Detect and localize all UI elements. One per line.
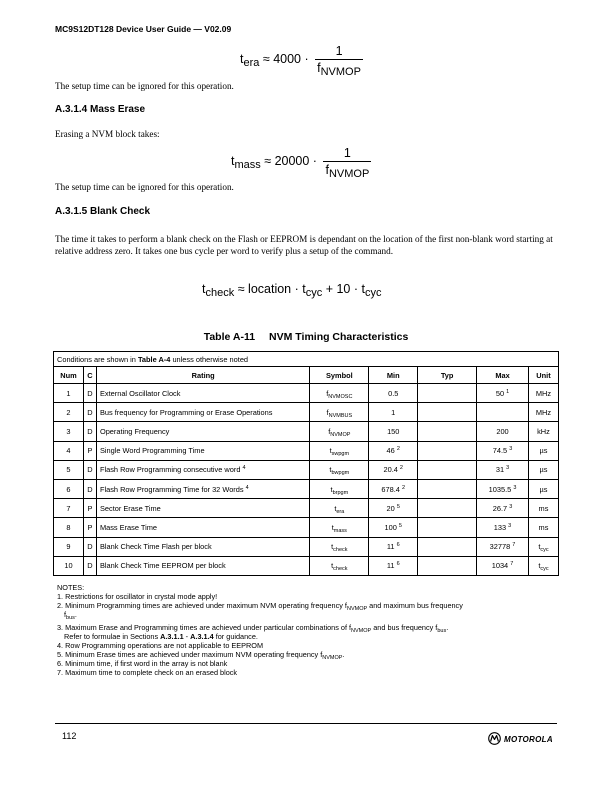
blank-check-body: The time it takes to perform a blank check on the Flash or EEPROM is dependant on the location of the first non-blank word starting at relative address zero. It takes one bus cycle per word to verify plus a setup of the command. — [55, 234, 553, 256]
cell-symbol: $t_{check}$ — [310, 537, 369, 556]
cell-symbol: $t_{swpgm}$ — [310, 441, 369, 460]
cell-rating: External Oscillator Clock — [96, 384, 309, 403]
cell-typ — [418, 384, 477, 403]
section-heading-blank-check: A.3.1.5 Blank Check — [55, 206, 151, 217]
table-conditions: Conditions are shown in Table A-4 unless otherwise noted — [54, 352, 559, 367]
cell-num: 7 — [54, 499, 84, 518]
table-row — [54, 460, 559, 479]
cell-rating: Mass Erase Time — [96, 518, 309, 537]
cell-min: 678.4 $^2$ — [369, 479, 418, 498]
cell-min: 11 $^6$ — [369, 537, 418, 556]
cell-rating: Flash Row Programming consecutive word $^4$ — [96, 460, 309, 479]
brand-logo: MOTOROLA — [488, 732, 553, 745]
col-header-num: Num — [54, 367, 84, 384]
cell-symbol: $t_{brpgm}$ — [310, 479, 369, 498]
cell-unit: $t_{cyc}$ — [528, 556, 558, 575]
table-row — [54, 499, 559, 518]
cell-unit: ms — [528, 499, 558, 518]
notes-title: NOTES: — [57, 583, 85, 592]
cell-max: 1034 $^7$ — [477, 556, 529, 575]
cell-max: 32778 $^7$ — [477, 537, 529, 556]
col-header-max: Max — [477, 367, 529, 384]
cell-max: 74.5 $^3$ — [477, 441, 529, 460]
cell-symbol: $t_{check}$ — [310, 556, 369, 575]
cell-max: 26.7 $^3$ — [477, 499, 529, 518]
cell-num: 6 — [54, 479, 84, 498]
cell-min: 20 $^5$ — [369, 499, 418, 518]
table-row — [54, 441, 559, 460]
cell-class: D — [83, 460, 96, 479]
cell-rating: Blank Check Time EEPROM per block — [96, 556, 309, 575]
cell-max: 1035.5 $^3$ — [477, 479, 529, 498]
cell-class: D — [83, 384, 96, 403]
cell-unit: kHz — [528, 422, 558, 441]
cell-class: P — [83, 499, 96, 518]
table-title: Table A-11 NVM Timing Characteristics — [203, 331, 409, 343]
cell-unit: µs — [528, 460, 558, 479]
cell-typ — [418, 499, 477, 518]
cell-symbol: $t_{mass}$ — [310, 518, 369, 537]
cell-min: 100 $^5$ — [369, 518, 418, 537]
cell-num: 5 — [54, 460, 84, 479]
cell-unit: ms — [528, 518, 558, 537]
footer-rule — [55, 723, 557, 724]
cell-rating: Operating Frequency — [96, 422, 309, 441]
table-row — [54, 422, 559, 441]
cell-max: 200 — [477, 422, 529, 441]
cell-typ — [418, 422, 477, 441]
cell-num: 1 — [54, 384, 84, 403]
cell-min: 46 $^2$ — [369, 441, 418, 460]
cell-symbol: $f_{NVMBUS}$ — [310, 403, 369, 422]
section-heading-mass-erase: A.3.1.4 Mass Erase — [55, 104, 146, 115]
mass-erase-intro: Erasing a NVM block takes: — [55, 129, 160, 139]
col-header-rating: Rating — [96, 367, 309, 384]
cell-min: 11 $^6$ — [369, 556, 418, 575]
cell-class: D — [83, 537, 96, 556]
note-7: 7. Maximum time to complete check on an erased block — [57, 668, 238, 677]
cell-num: 4 — [54, 441, 84, 460]
cell-num: 10 — [54, 556, 84, 575]
table-conditions-row — [54, 352, 559, 367]
table-row — [54, 537, 559, 556]
nvm-timing-table — [53, 351, 559, 576]
note-2: 2. Minimum Programming times are achieved under maximum NVM operating frequency $f_{NVMOP}$ and maximum bus frequency — [57, 601, 463, 612]
col-header-min: Min — [369, 367, 418, 384]
cell-symbol: $f_{NVMOP}$ — [310, 422, 369, 441]
table-row — [54, 403, 559, 422]
cell-typ — [418, 460, 477, 479]
erase-setup-note: The setup time can be ignored for this operation. — [55, 81, 234, 91]
cell-typ — [418, 556, 477, 575]
equation-erase-time: $t_{era} \approx 4000$ · $\frac{1}{f_{NVMOP}}$ — [240, 44, 361, 78]
running-header: MC9S12DT128 Device User Guide — V02.09 — [55, 24, 232, 34]
equation-blank-check-time: $t_{check}$ ≈ location · $t_{cyc} + 10 \cdot t_{cyc}$ — [202, 282, 382, 299]
page-number: 112 — [62, 731, 77, 741]
cell-rating: Sector Erase Time — [96, 499, 309, 518]
table-row — [54, 518, 559, 537]
cell-typ — [418, 537, 477, 556]
table-notes — [57, 583, 557, 677]
cell-class: D — [83, 422, 96, 441]
cell-unit: $t_{cyc}$ — [528, 537, 558, 556]
cell-unit: MHz — [528, 384, 558, 403]
cell-unit: MHz — [528, 403, 558, 422]
equation-mass-erase-time: $t_{mass} \approx 20000$ · $\frac{1}{f_{NVMOP}}$ — [231, 146, 370, 180]
cell-unit: µs — [528, 441, 558, 460]
cell-unit: µs — [528, 479, 558, 498]
cell-symbol: $t_{era}$ — [310, 499, 369, 518]
cell-min: 0.5 — [369, 384, 418, 403]
cell-typ — [418, 479, 477, 498]
note-3: 3. Maximum Erase and Programming times are achieved under particular combinations of $f_{NVMOP}$ and bus frequency $f_{bus}$. — [57, 623, 449, 634]
note-6: 6. Minimum time, if first word in the array is not blank — [57, 659, 228, 668]
cell-symbol: $t_{bwpgm}$ — [310, 460, 369, 479]
cell-num: 2 — [54, 403, 84, 422]
col-header-typ: Typ — [418, 367, 477, 384]
note-4: 4. Row Programming operations are not applicable to EEPROM — [57, 641, 264, 650]
cell-rating: Single Word Programming Time — [96, 441, 309, 460]
col-header-unit: Unit — [528, 367, 558, 384]
cell-num: 9 — [54, 537, 84, 556]
cell-typ — [418, 518, 477, 537]
cell-max: 50 $^1$ — [477, 384, 529, 403]
cell-max: 133 $^3$ — [477, 518, 529, 537]
col-header-c: C — [83, 367, 96, 384]
cell-min: 1 — [369, 403, 418, 422]
cell-rating: Blank Check Time Flash per block — [96, 537, 309, 556]
note-1: 1. Restrictions for oscillator in crystal mode apply! — [57, 592, 218, 601]
table-header-row — [54, 367, 559, 384]
note-5: 5. Minimum Erase times are achieved under maximum NVM operating frequency $f_{NVMOP}$. — [57, 650, 345, 661]
mass-erase-setup-note: The setup time can be ignored for this operation. — [55, 182, 234, 192]
cell-symbol: $f_{NVMOSC}$ — [310, 384, 369, 403]
cell-max: 31 $^3$ — [477, 460, 529, 479]
cell-typ — [418, 441, 477, 460]
note-3-continued: Refer to formulae in Sections A.3.1.1 - A.3.1.4 for guidance. — [64, 632, 258, 641]
col-header-symbol: Symbol — [310, 367, 369, 384]
motorola-batwing-icon — [488, 732, 501, 745]
cell-typ — [418, 403, 477, 422]
cell-max — [477, 403, 529, 422]
cell-min: 20.4 $^2$ — [369, 460, 418, 479]
cell-num: 8 — [54, 518, 84, 537]
table-row — [54, 479, 559, 498]
cell-num: 3 — [54, 422, 84, 441]
cell-class: P — [83, 441, 96, 460]
cell-class: P — [83, 518, 96, 537]
table-row — [54, 384, 559, 403]
cell-class: D — [83, 556, 96, 575]
cell-class: D — [83, 403, 96, 422]
cell-min: 150 — [369, 422, 418, 441]
cell-rating: Flash Row Programming Time for 32 Words $^4$ — [96, 479, 309, 498]
table-row — [54, 556, 559, 575]
cell-class: D — [83, 479, 96, 498]
note-2-continued: $f_{bus}$. — [64, 610, 77, 621]
cell-rating: Bus frequency for Programming or Erase Operations — [96, 403, 309, 422]
